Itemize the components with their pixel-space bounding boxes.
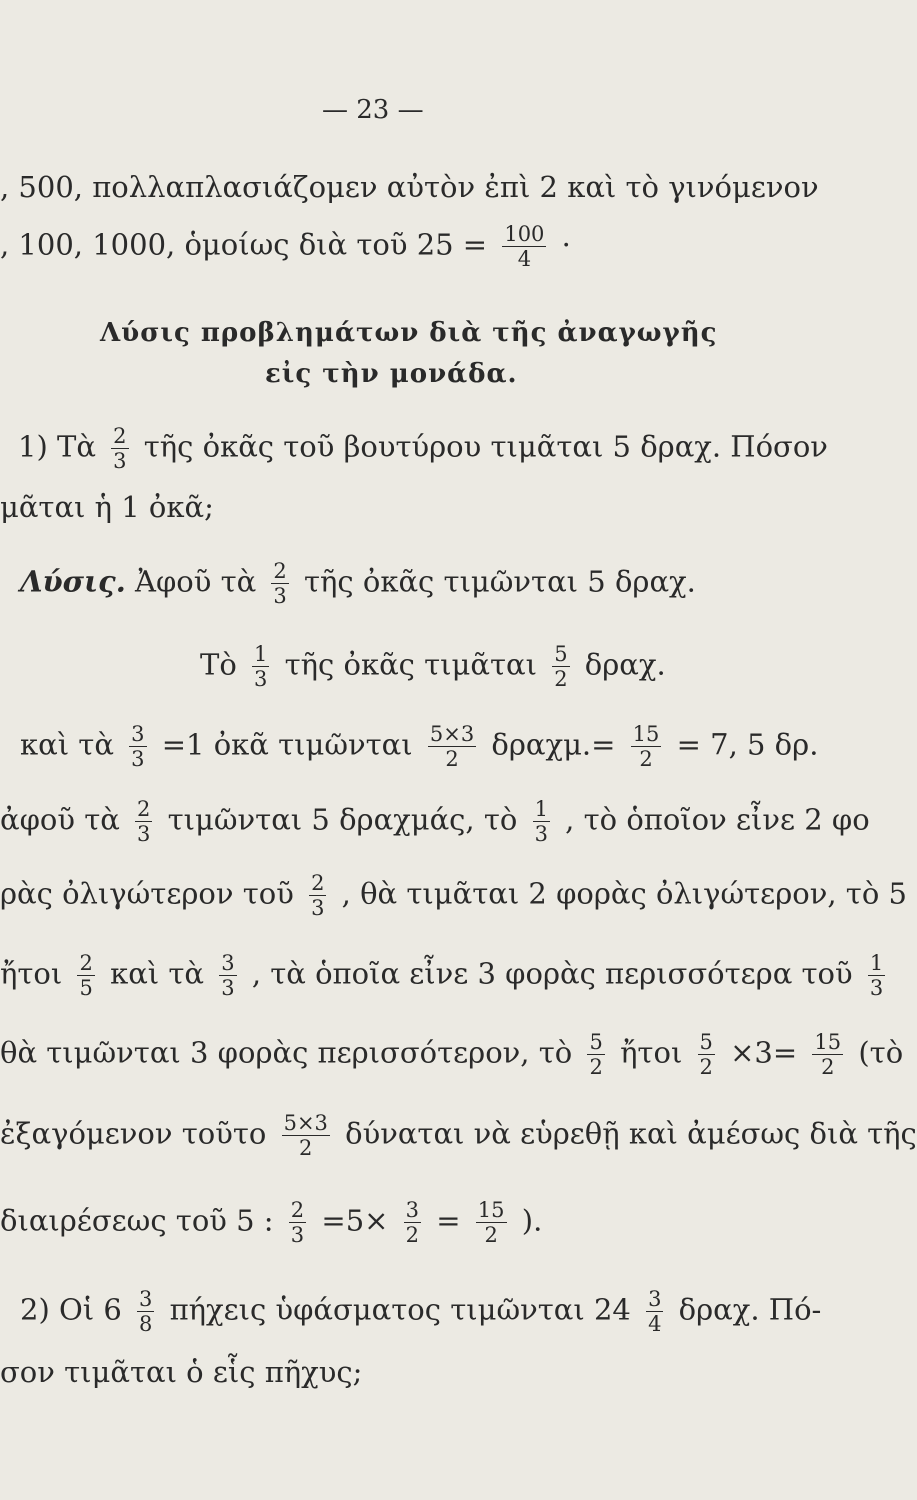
fraction: [631, 722, 662, 771]
denominator: 2: [282, 1135, 330, 1160]
fraction: [77, 951, 94, 1000]
problem-1-line-1: [18, 424, 828, 473]
problem-2-line-2: σον τιμᾶται ὁ εἷς πῆχυς;: [0, 1355, 363, 1389]
solution-line-9: [0, 1198, 542, 1247]
denominator: 3: [290, 1223, 305, 1247]
text-segment: καὶ τὰ: [110, 956, 204, 991]
numerator: 15: [632, 722, 660, 746]
fraction: [137, 1287, 154, 1336]
fraction: [252, 642, 269, 691]
text-segment: τιμῶνται 5 δραχμάς, τὸ: [167, 802, 518, 837]
text-line-1: , 500, πολλαπλασιάζομεν αὐτὸν ἐπὶ 2 καὶ τὸ γινόμενον: [0, 170, 819, 204]
denominator: 5: [79, 976, 93, 1000]
numerator: 5: [699, 1030, 713, 1054]
text-segment: ἀφοῦ τὰ: [0, 802, 120, 837]
numerator: 15: [477, 1198, 505, 1222]
text-segment: πήχεις ὑφάσματος τιμῶνται 24: [169, 1292, 631, 1327]
text-segment: δραχ.: [584, 647, 666, 682]
fraction: [219, 951, 236, 1000]
text-segment: ρὰς ὀλιγώτερον τοῦ: [0, 876, 294, 911]
numerator: 2: [137, 797, 151, 821]
text-segment: , τὸ ὁποῖον εἶνε 2 φο: [565, 802, 870, 837]
denominator: 2: [428, 746, 476, 771]
text-segment: = 7, 5 δρ.: [676, 727, 819, 762]
text-segment: =1 ὀκᾶ τιμῶνται: [161, 727, 413, 762]
numerator: 5: [589, 1030, 603, 1054]
text-segment: καὶ τὰ: [20, 727, 114, 762]
text-segment: , θὰ τιμᾶται 2 φορὰς ὀλιγώτερον, τὸ 5: [341, 876, 907, 911]
fraction: [111, 424, 128, 473]
fraction: [129, 722, 146, 771]
solution-line-2: [200, 642, 666, 691]
solution-line-7: [0, 1030, 903, 1079]
text-segment: τῆς ὀκᾶς τιμᾶται: [284, 647, 537, 682]
text-segment: 2) Οἱ 6: [20, 1292, 122, 1327]
denominator: 3: [113, 449, 127, 473]
denominator: 8: [139, 1312, 153, 1336]
denominator: 3: [869, 976, 884, 1000]
text-segment: (τὸ: [858, 1035, 904, 1070]
denominator: 2: [812, 1054, 843, 1079]
denominator: 4: [648, 1312, 662, 1336]
numerator: 5×3: [283, 1111, 328, 1135]
text-segment: , τὰ ὁποῖα εἶνε 3 φορὰς περισσότερα τοῦ: [251, 956, 853, 991]
numerator: 5×3: [429, 722, 475, 746]
fraction: [428, 722, 476, 771]
numerator: 5: [554, 642, 568, 666]
problem-1-line-2: μᾶται ἡ 1 ὀκᾶ;: [0, 490, 214, 524]
denominator: 3: [221, 976, 235, 1000]
numerator: 2: [290, 1198, 305, 1222]
denominator: 2: [554, 667, 568, 691]
solution-line-4: [0, 797, 870, 846]
text-segment: θὰ τιμῶνται 3 φορὰς περισσότερον, τὸ: [0, 1035, 573, 1070]
denominator: 2: [476, 1222, 507, 1247]
text-segment: ·: [561, 227, 571, 262]
denominator: 3: [311, 896, 325, 920]
fraction: [502, 222, 546, 271]
fraction: [812, 1030, 843, 1079]
problem-2-line-1: [20, 1287, 821, 1336]
fraction: [646, 1287, 663, 1336]
fraction: [476, 1198, 507, 1247]
page-number: — 23 —: [322, 95, 424, 125]
denominator: 4: [502, 246, 546, 271]
denominator: 3: [254, 667, 268, 691]
text-segment: ×3=: [730, 1035, 798, 1070]
numerator: 2: [311, 871, 325, 895]
section-heading-line-1: Λύσις προβλημάτων διὰ τῆς ἀναγωγῆς: [100, 318, 718, 348]
numerator: 2: [273, 559, 287, 583]
solution-label: Λύσις.: [20, 564, 126, 599]
text-segment: Ἀφοῦ τὰ: [135, 564, 257, 599]
solution-line-6: [0, 951, 891, 1000]
text-segment: , 100, 1000, ὁμοίως διὰ τοῦ 25 =: [0, 227, 488, 262]
denominator: 3: [131, 747, 145, 771]
numerator: 2: [113, 424, 127, 448]
text-segment: διαιρέσεως τοῦ 5 :: [0, 1203, 274, 1238]
text-segment: τῆς ὀκᾶς τοῦ βουτύρου τιμᾶται 5 δραχ. Πόσον: [143, 429, 828, 464]
fraction: [533, 797, 550, 846]
fraction: [552, 642, 569, 691]
solution-line-3: [20, 722, 818, 771]
denominator: 2: [589, 1055, 603, 1079]
fraction: [135, 797, 152, 846]
numerator: 3: [139, 1287, 153, 1311]
text-segment: ).: [521, 1203, 543, 1238]
text-line-2: [0, 222, 571, 271]
fraction: [309, 871, 326, 920]
text-segment: ἐξαγόμενον τοῦτο: [0, 1116, 267, 1151]
denominator: 3: [534, 822, 548, 846]
text-segment: Τὸ: [200, 647, 237, 682]
fraction: [868, 951, 885, 1000]
denominator: 2: [405, 1223, 420, 1247]
numerator: 3: [131, 722, 145, 746]
numerator: 1: [254, 642, 268, 666]
numerator: 3: [648, 1287, 662, 1311]
fraction: [271, 559, 288, 608]
solution-line-1: [20, 559, 696, 608]
fraction: [404, 1198, 421, 1247]
text-segment: δραχ. Πό-: [678, 1292, 822, 1327]
numerator: 15: [814, 1030, 842, 1054]
text-segment: =: [436, 1203, 461, 1238]
denominator: 2: [699, 1055, 713, 1079]
numerator: 3: [221, 951, 235, 975]
numerator: 1: [869, 951, 884, 975]
text-segment: δραχμ.=: [491, 727, 616, 762]
fraction: [282, 1111, 330, 1160]
numerator: 3: [405, 1198, 420, 1222]
fraction: [698, 1030, 715, 1079]
text-segment: τῆς ὀκᾶς τιμῶνται 5 δραχ.: [304, 564, 696, 599]
denominator: 2: [631, 746, 662, 771]
numerator: 2: [79, 951, 93, 975]
text-segment: δύναται νὰ εὑρεθῇ καὶ ἀμέσως διὰ τῆς: [345, 1116, 917, 1151]
text-segment: ἤτοι: [0, 956, 63, 991]
numerator: 100: [504, 222, 545, 246]
denominator: 3: [137, 822, 151, 846]
fraction: [587, 1030, 604, 1079]
solution-line-5: [0, 871, 907, 920]
denominator: 3: [273, 584, 287, 608]
text-segment: =5×: [321, 1203, 389, 1238]
numerator: 1: [534, 797, 548, 821]
section-heading-line-2: εἰς τὴν μονάδα.: [265, 359, 518, 389]
text-segment: ἤτοι: [620, 1035, 683, 1070]
fraction: [289, 1198, 306, 1247]
text-segment: 1) Τὰ: [18, 429, 96, 464]
solution-line-8: [0, 1111, 917, 1160]
